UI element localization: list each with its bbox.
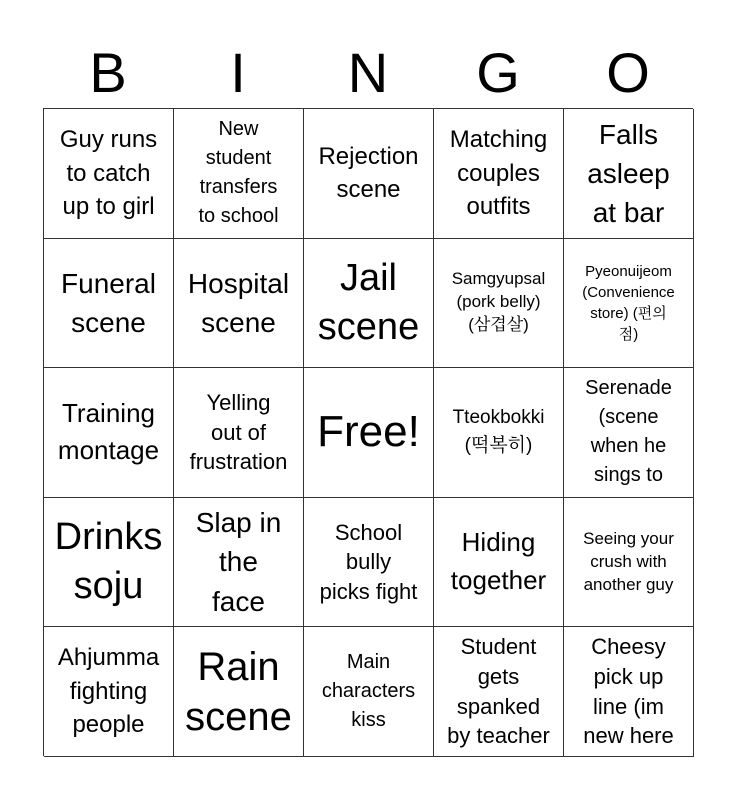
bingo-cell-r1-c4: Matching couples outfits <box>434 109 564 239</box>
bingo-cell-r4-c3: School bully picks fight <box>304 498 434 628</box>
bingo-cell-r5-c1: Ahjumma fighting people <box>44 627 174 757</box>
header-letter-o: O <box>606 41 650 104</box>
bingo-cell-r2-c4: Samgyupsal (pork belly) (삼겹살) <box>434 239 564 369</box>
bingo-cell-r4-c4: Hiding together <box>434 498 564 628</box>
bingo-cell-r3-c1: Training montage <box>44 368 174 498</box>
bingo-cell-r1-c1: Guy runs to catch up to girl <box>44 109 174 239</box>
bingo-cell-r3-c4: Tteokbokki (떡복히) <box>434 368 564 498</box>
bingo-cell-r3-c2: Yelling out of frustration <box>174 368 304 498</box>
free-space: Free! <box>304 368 434 498</box>
bingo-cell-r2-c3: Jail scene <box>304 239 434 369</box>
header-letter-i: I <box>230 41 246 104</box>
header-letter-n: N <box>347 41 389 104</box>
bingo-cell-r5-c2: Rain scene <box>174 627 304 757</box>
bingo-cell-r2-c1: Funeral scene <box>44 239 174 369</box>
bingo-cell-r5-c5: Cheesy pick up line (im new here <box>564 627 694 757</box>
bingo-cell-r2-c5: Pyeonuijeom (Convenience store) (편의 점) <box>564 239 694 369</box>
header-letter-b: B <box>89 41 127 104</box>
bingo-cell-r3-c5: Serenade (scene when he sings to <box>564 368 694 498</box>
bingo-cell-r1-c3: Rejection scene <box>304 109 434 239</box>
bingo-grid <box>43 108 693 756</box>
bingo-cell-r1-c5: Falls asleep at bar <box>564 109 694 239</box>
bingo-cell-r4-c1: Drinks soju <box>44 498 174 628</box>
bingo-cell-r1-c2: New student transfers to school <box>174 109 304 239</box>
bingo-header <box>43 40 693 106</box>
bingo-cell-r4-c5: Seeing your crush with another guy <box>564 498 694 628</box>
header-letter-g: G <box>476 41 520 104</box>
bingo-cell-r2-c2: Hospital scene <box>174 239 304 369</box>
bingo-cell-r4-c2: Slap in the face <box>174 498 304 628</box>
bingo-cell-r5-c4: Student gets spanked by teacher <box>434 627 564 757</box>
bingo-cell-r5-c3: Main characters kiss <box>304 627 434 757</box>
